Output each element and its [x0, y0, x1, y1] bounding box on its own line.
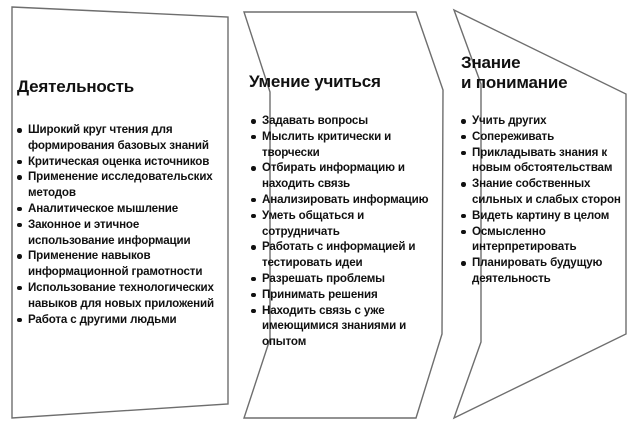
list-item: Осмысленно интерпретировать	[461, 224, 621, 256]
panel-2-title-line: Умение учиться	[249, 72, 381, 91]
list-item: Критическая оценка источников	[17, 154, 222, 170]
panel-1-title	[17, 77, 134, 97]
list-item: Учить других	[461, 113, 621, 129]
list-item: Анализировать информацию	[251, 192, 429, 208]
list-item: Мыслить критически и творчески	[251, 129, 429, 161]
list-item: Законное и этичное использование информации	[17, 217, 222, 249]
list-item: Работать с информацией и тестировать идеи	[251, 239, 429, 271]
panel-1-title-line: Деятельность	[17, 77, 134, 96]
panel-3-title	[461, 53, 567, 93]
list-item: Планировать будущую деятельность	[461, 255, 621, 287]
list-item: Применение навыков информационной грамотности	[17, 248, 222, 280]
list-item: Знание собственных сильных и слабых сторон	[461, 176, 621, 208]
list-item: Использование технологических навыков для новых приложений	[17, 280, 222, 312]
list-item: Разрешать проблемы	[251, 271, 429, 287]
list-item: Принимать решения	[251, 287, 429, 303]
list-item: Уметь общаться и сотрудничать	[251, 208, 429, 240]
list-item: Отбирать информацию и находить связь	[251, 160, 429, 192]
panel-3-list	[461, 113, 621, 287]
panel-2-list	[251, 113, 429, 350]
list-item: Широкий круг чтения для формирования базовых знаний	[17, 122, 222, 154]
panel-3-title-line: Знание	[461, 53, 521, 72]
panel-2-title	[249, 72, 381, 92]
list-item: Видеть картину в целом	[461, 208, 621, 224]
panel-3-title-line: и понимание	[461, 73, 568, 92]
list-item: Работа с другими людьми	[17, 312, 222, 328]
panel-1-list	[17, 122, 222, 327]
list-item: Сопереживать	[461, 129, 621, 145]
list-item: Находить связь с уже имеющимися знаниями и опытом	[251, 303, 429, 350]
list-item: Прикладывать знания к новым обстоятельствам	[461, 145, 621, 177]
list-item: Аналитическое мышление	[17, 201, 222, 217]
list-item: Задавать вопросы	[251, 113, 429, 129]
list-item: Применение исследовательских методов	[17, 169, 222, 201]
